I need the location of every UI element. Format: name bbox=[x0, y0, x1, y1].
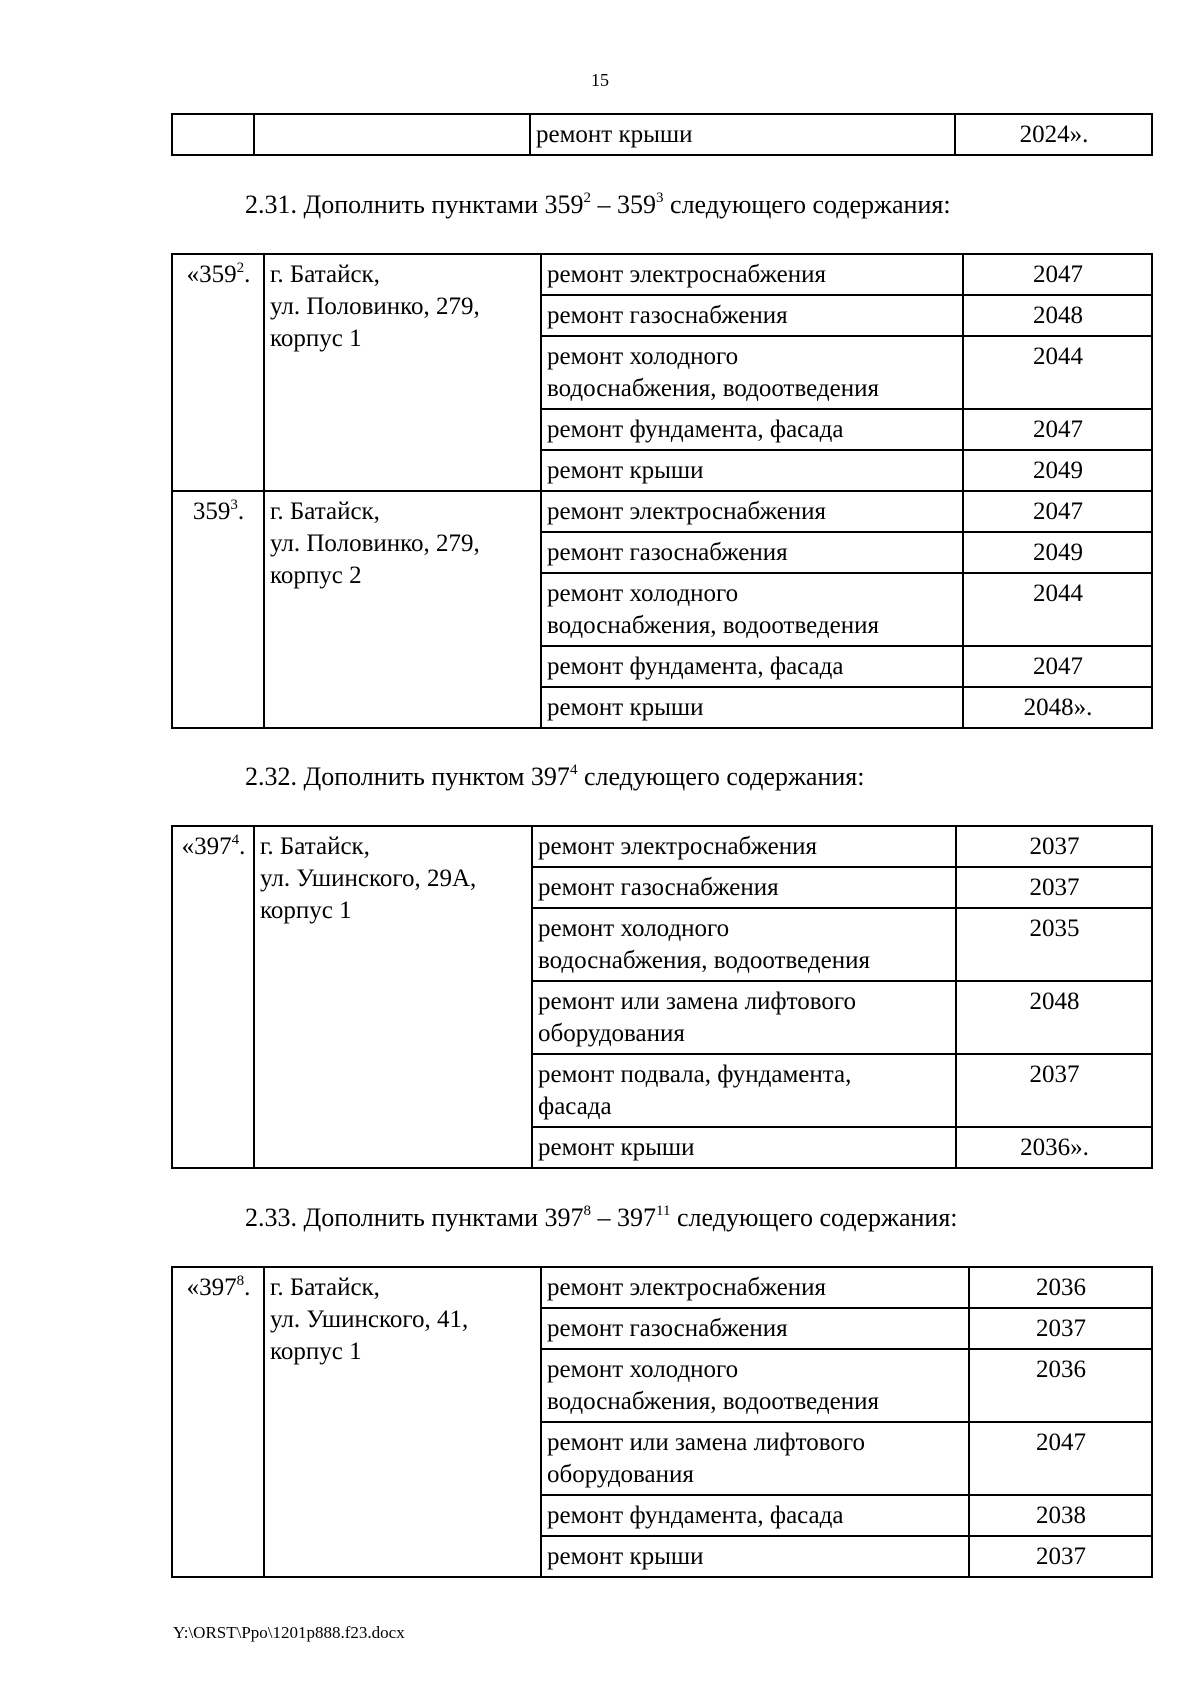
address-line: ул. Половинко, 279, bbox=[270, 293, 480, 320]
work-cell bbox=[532, 908, 956, 981]
continuation-table bbox=[171, 113, 1153, 156]
work-cell: ремонт фундамента, фасада bbox=[541, 1495, 969, 1536]
year-cell: 2047 bbox=[963, 491, 1152, 532]
table-row bbox=[172, 254, 1152, 295]
work-cell: ремонт крыши bbox=[541, 1536, 969, 1577]
year-cell: 2048 bbox=[956, 981, 1152, 1054]
work-cell: ремонт газоснабжения bbox=[532, 867, 956, 908]
schedule-table bbox=[171, 825, 1153, 1169]
work-cell: ремонт крыши bbox=[541, 450, 963, 491]
address-line: ул. Половинко, 279, bbox=[270, 530, 480, 557]
work-cell: ремонт фундамента, фасада bbox=[541, 409, 963, 450]
address-cell bbox=[264, 1267, 541, 1577]
work-line: водоснабжения, водоотведения bbox=[547, 612, 879, 639]
work-cell: ремонт крыши bbox=[532, 1127, 956, 1168]
work-line: ремонт подвала, фундамента, bbox=[538, 1061, 852, 1088]
item-number-cell: «$397^4$. bbox=[172, 826, 254, 1168]
year-cell: 2037 bbox=[969, 1308, 1152, 1349]
work-cell bbox=[532, 981, 956, 1054]
work-line: ремонт холодного bbox=[547, 343, 739, 370]
address-line: г. Батайск, bbox=[260, 833, 370, 860]
schedule-table bbox=[171, 253, 1153, 729]
page-number: 15 bbox=[591, 70, 609, 90]
year-cell: 2036 bbox=[969, 1267, 1152, 1308]
year-cell: 2036». bbox=[956, 1127, 1152, 1168]
year-cell: 2048». bbox=[963, 687, 1152, 728]
work-cell: ремонт электроснабжения bbox=[532, 826, 956, 867]
schedule-table bbox=[171, 1266, 1153, 1578]
year-cell: 2037 bbox=[969, 1536, 1152, 1577]
address-line: г. Батайск, bbox=[270, 498, 380, 525]
year-cell: 2037 bbox=[956, 867, 1152, 908]
year-cell: 2036 bbox=[969, 1349, 1152, 1422]
table-row bbox=[172, 826, 1152, 867]
table-row bbox=[172, 114, 1152, 155]
year-cell: 2037 bbox=[956, 826, 1152, 867]
work-cell bbox=[541, 1422, 969, 1495]
work-line: водоснабжения, водоотведения bbox=[538, 947, 870, 974]
year-cell: 2047 bbox=[963, 254, 1152, 295]
file-path-footer: Y:\ORST\Ppo\1201p888.f23.docx bbox=[173, 1623, 405, 1642]
work-line: ремонт холодного bbox=[547, 1356, 739, 1383]
work-line: ремонт или замена лифтового bbox=[538, 988, 856, 1015]
address-line: корпус 1 bbox=[260, 897, 352, 924]
address-line: корпус 1 bbox=[270, 1338, 362, 1365]
year-cell: 2047 bbox=[969, 1422, 1152, 1495]
work-cell: ремонт газоснабжения bbox=[541, 1308, 969, 1349]
table-row bbox=[172, 491, 1152, 532]
work-line: фасада bbox=[538, 1093, 612, 1120]
year-cell: 2044 bbox=[963, 336, 1152, 409]
item-number-cell bbox=[172, 114, 254, 155]
address-line: корпус 1 bbox=[270, 325, 362, 352]
year-cell: 2047 bbox=[963, 646, 1152, 687]
year-cell: 2035 bbox=[956, 908, 1152, 981]
work-cell bbox=[541, 1349, 969, 1422]
section-intro: 2.31. Дополнить пунктами $359^2 - 359^3$ следующего содержания: bbox=[245, 190, 951, 219]
year-cell: 2038 bbox=[969, 1495, 1152, 1536]
year-cell: 2044 bbox=[963, 573, 1152, 646]
work-cell bbox=[532, 1054, 956, 1127]
table-row bbox=[172, 1267, 1152, 1308]
year-cell: 2049 bbox=[963, 532, 1152, 573]
item-number-cell: $359^3$. bbox=[172, 491, 264, 728]
year-cell: 2037 bbox=[956, 1054, 1152, 1127]
work-cell: ремонт газоснабжения bbox=[541, 532, 963, 573]
work-line: водоснабжения, водоотведения bbox=[547, 375, 879, 402]
address-cell bbox=[264, 491, 541, 728]
address-line: ул. Ушинского, 41, bbox=[270, 1306, 469, 1333]
work-line: оборудования bbox=[547, 1461, 694, 1488]
work-cell bbox=[541, 573, 963, 646]
year-cell: 2024». bbox=[955, 114, 1152, 155]
work-line: ремонт или замена лифтового bbox=[547, 1429, 865, 1456]
address-line: ул. Ушинского, 29А, bbox=[260, 865, 477, 892]
year-cell: 2048 bbox=[963, 295, 1152, 336]
item-number-cell: «$359^2$. bbox=[172, 254, 264, 491]
work-line: ремонт холодного bbox=[547, 580, 739, 607]
address-cell bbox=[254, 826, 532, 1168]
address-cell bbox=[264, 254, 541, 491]
work-cell bbox=[541, 336, 963, 409]
work-cell: ремонт газоснабжения bbox=[541, 295, 963, 336]
work-cell: ремонт крыши bbox=[530, 114, 955, 155]
work-line: оборудования bbox=[538, 1020, 685, 1047]
section-intro: 2.32. Дополнить пунктом $397^4$ следующего содержания: bbox=[245, 762, 865, 791]
year-cell: 2047 bbox=[963, 409, 1152, 450]
work-cell: ремонт фундамента, фасада bbox=[541, 646, 963, 687]
work-cell: ремонт электроснабжения bbox=[541, 1267, 969, 1308]
address-line: г. Батайск, bbox=[270, 261, 380, 288]
work-cell: ремонт электроснабжения bbox=[541, 254, 963, 295]
item-number-cell: «$397^8$. bbox=[172, 1267, 264, 1577]
work-line: водоснабжения, водоотведения bbox=[547, 1388, 879, 1415]
work-cell: ремонт крыши bbox=[541, 687, 963, 728]
address-cell bbox=[254, 114, 530, 155]
address-line: корпус 2 bbox=[270, 562, 362, 589]
address-line: г. Батайск, bbox=[270, 1274, 380, 1301]
year-cell: 2049 bbox=[963, 450, 1152, 491]
work-line: ремонт холодного bbox=[538, 915, 730, 942]
section-intro: 2.33. Дополнить пунктами $397^8 - 397^{11}$ следующего содержания: bbox=[245, 1203, 958, 1232]
work-cell: ремонт электроснабжения bbox=[541, 491, 963, 532]
